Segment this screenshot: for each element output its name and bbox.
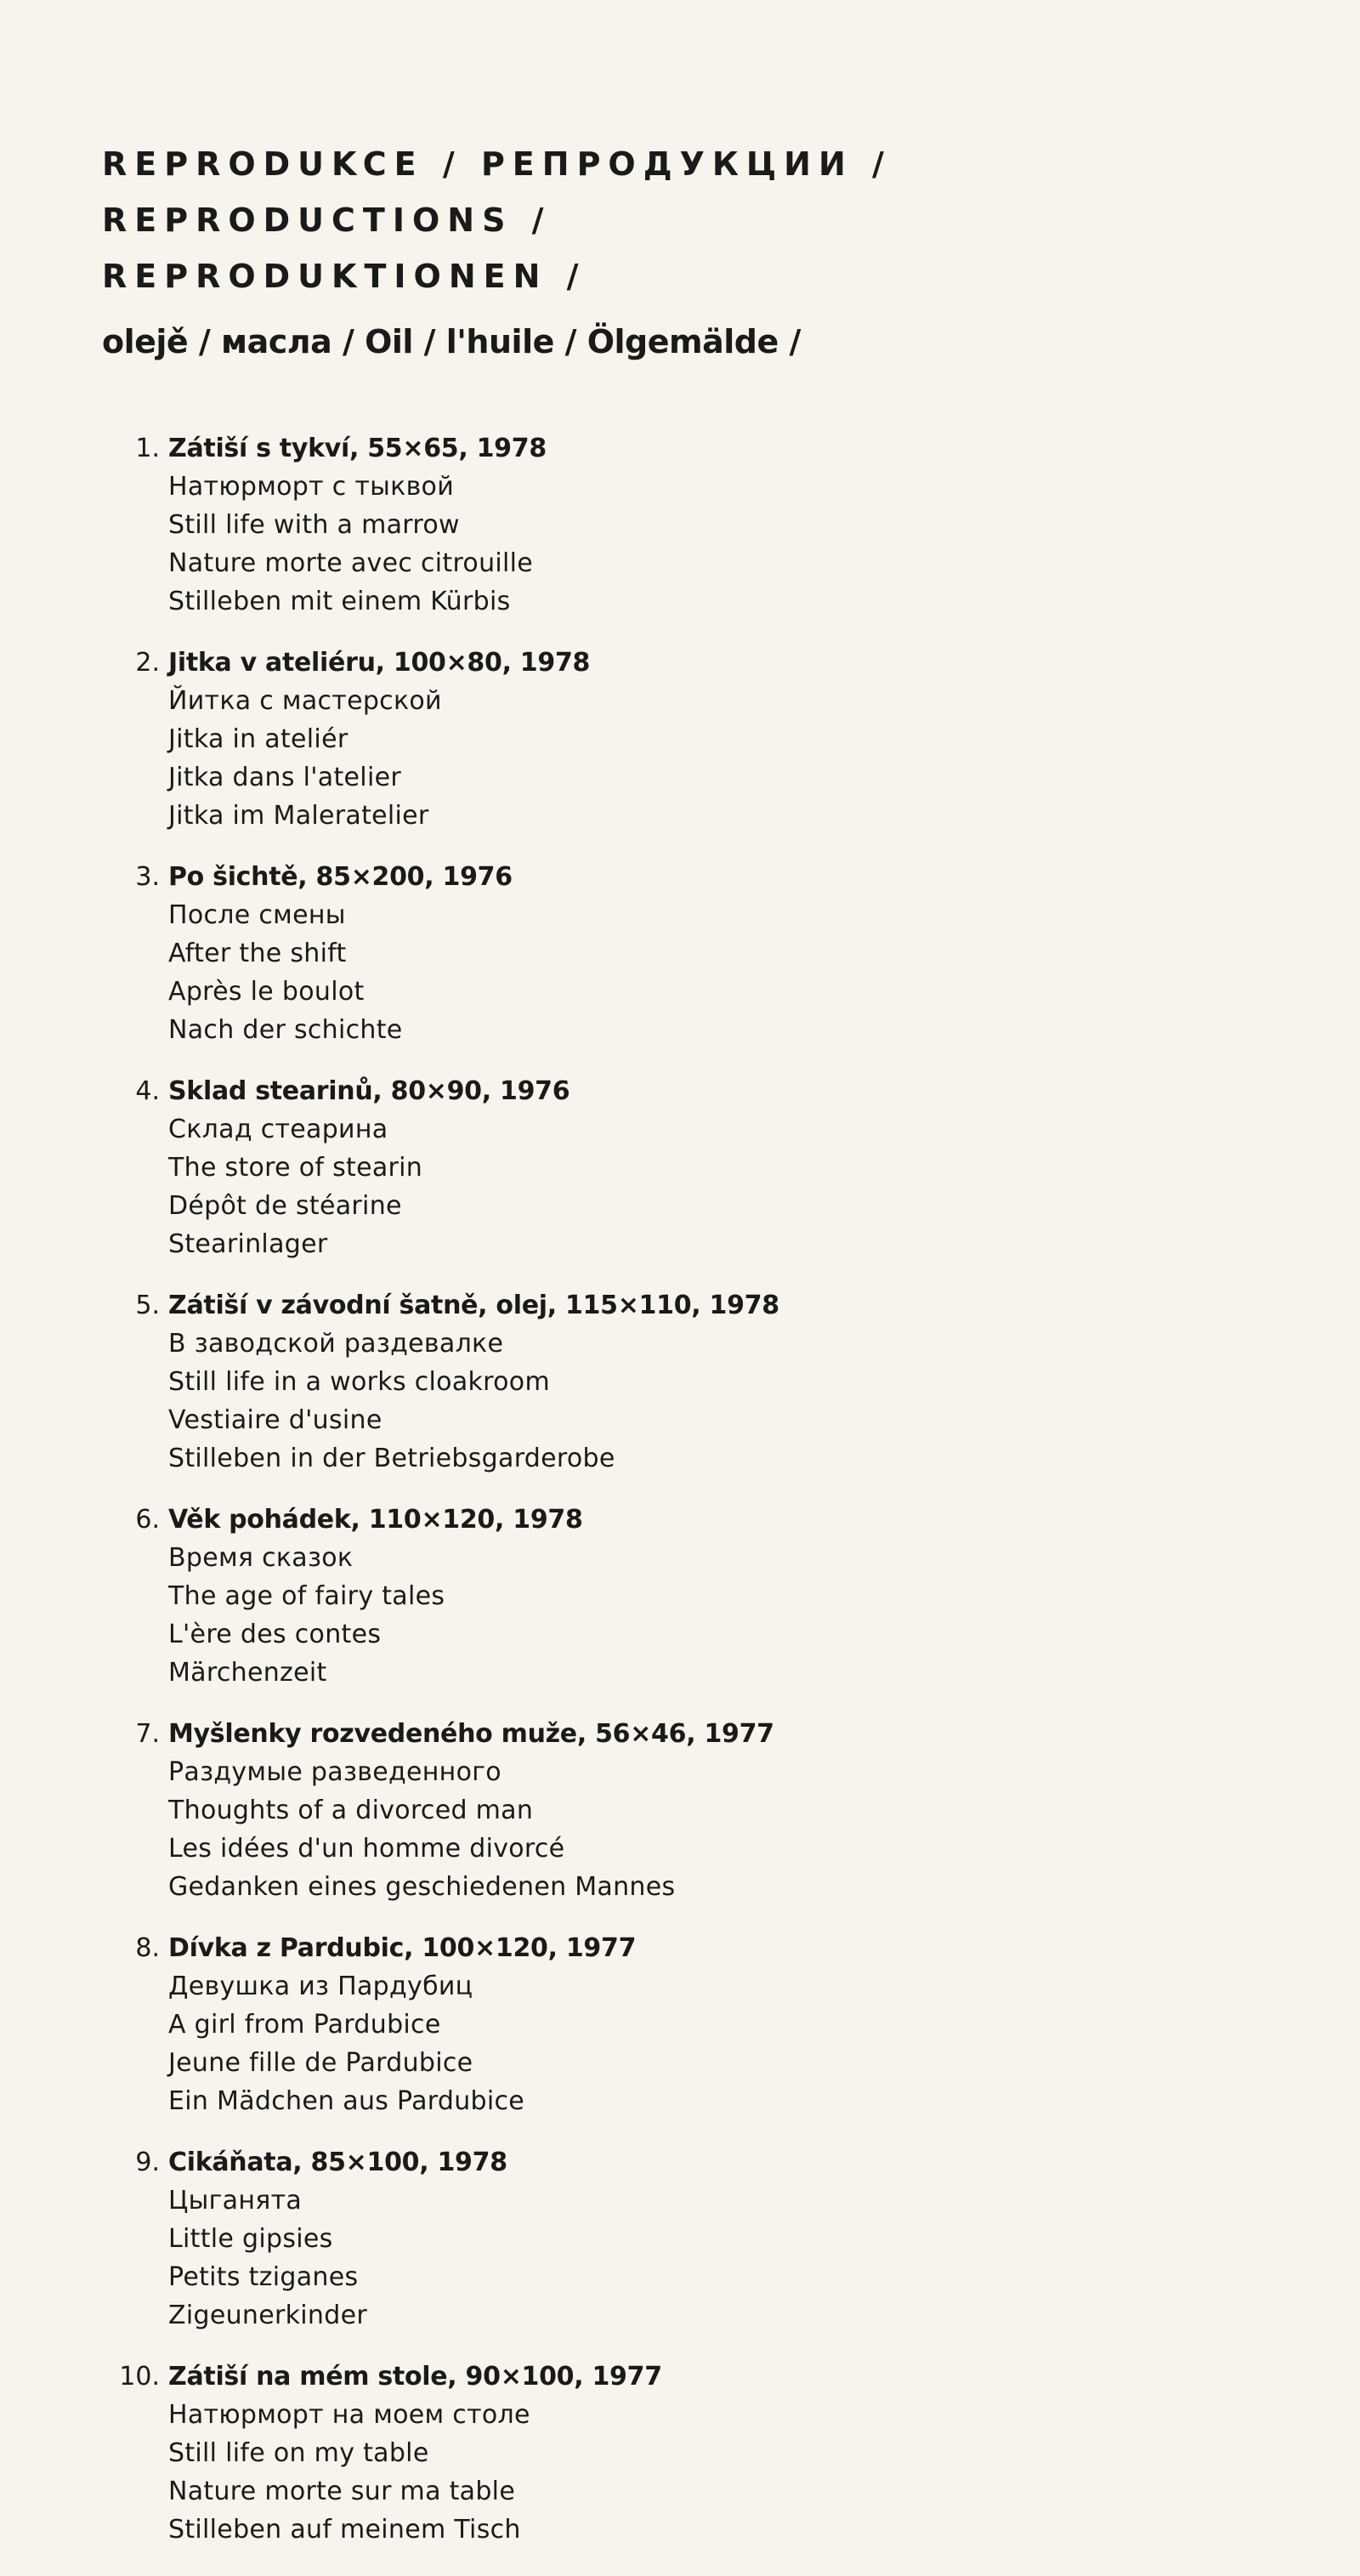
item-translation: Little gipsies (168, 2224, 333, 2254)
item-translation: Dépôt de stéarine (168, 1191, 402, 1221)
item-title: Zátiší na mém stole, 90×100, 1977 (168, 2362, 662, 2392)
item-title: Zátiší v závodní šatně, olej, 115×110, 1978 (168, 1291, 779, 1320)
item-translation: Склад стеарина (168, 1115, 388, 1144)
item-title: Po šichtě, 85×200, 1976 (168, 862, 513, 892)
medium-subheading: olejě / масла / Oil / l'huile / Ölgemälde / (102, 323, 801, 360)
item-translation: Jitka in ateliér (168, 724, 348, 754)
item-translation: After the shift (168, 939, 347, 968)
item-body (168, 1929, 636, 2120)
item-body (168, 1715, 774, 1906)
item-translation: Девушка из Пардубиц (168, 1972, 473, 2001)
item-number: 2. (135, 648, 160, 678)
item-number: 7. (135, 1719, 160, 1749)
item-title: Sklad stearinů, 80×90, 1976 (168, 1076, 570, 1106)
item-number: 3. (135, 862, 160, 892)
item-number: 8. (135, 1933, 160, 1963)
item-title: Zátiší s tykví, 55×65, 1978 (168, 434, 547, 463)
item-translation: Still life with a marrow (168, 510, 460, 540)
item-translation: Petits tziganes (168, 2262, 359, 2292)
item-translation: Après le boulot (168, 977, 365, 1007)
item-body (168, 2143, 507, 2335)
item-translation: Still life in a works cloakroom (168, 1367, 550, 1397)
item-translation: The store of stearin (168, 1153, 423, 1183)
item-body (168, 429, 547, 621)
item-translation: Раздумые разведенного (168, 1757, 502, 1787)
item-number: 1. (135, 434, 160, 463)
item-translation: Vestiaire d'usine (168, 1405, 382, 1435)
item-translation: A girl from Pardubice (168, 2010, 441, 2040)
item-number: 6. (135, 1505, 160, 1535)
section-heading (102, 136, 892, 304)
item-translation: В заводской раздевалке (168, 1329, 504, 1359)
item-translation: Märchenzeit (168, 1658, 327, 1688)
item-translation: L'ère des contes (168, 1620, 382, 1649)
item-translation: Thoughts of a divorced man (168, 1796, 534, 1825)
item-translation: Stilleben in der Betriebsgarderobe (168, 1444, 615, 1473)
item-title: Myšlenky rozvedeného muže, 56×46, 1977 (168, 1719, 774, 1749)
heading-line-german: REPRODUKTIONEN / (102, 258, 586, 295)
item-translation: Nach der schichte (168, 1015, 403, 1045)
item-translation: Jeune fille de Pardubice (168, 2048, 473, 2078)
item-translation: Stearinlager (168, 1229, 328, 1259)
heading-line-english: REPRODUCTIONS / (102, 201, 552, 239)
item-translation: Nature morte avec citrouille (168, 548, 534, 578)
item-number: 9. (135, 2148, 160, 2177)
item-body (168, 1072, 570, 1263)
item-translation: Jitka im Maleratelier (168, 801, 429, 831)
heading-line-czech-russian: REPRODUKCE / РЕПРОДУКЦИИ / (102, 145, 892, 183)
item-body (168, 1286, 779, 1478)
item-translation: Цыганята (168, 2186, 303, 2216)
item-title: Jitka v ateliéru, 100×80, 1978 (168, 648, 591, 678)
item-translation: Йитка с мастерской (168, 686, 442, 716)
item-translation: Gedanken eines geschiedenen Mannes (168, 1872, 676, 1902)
item-translation: Ein Mädchen aus Pardubice (168, 2086, 525, 2116)
item-number: 4. (135, 1076, 160, 1106)
item-body (168, 858, 513, 1049)
item-translation: Натюрморт с тыквой (168, 472, 455, 502)
item-title: Dívka z Pardubic, 100×120, 1977 (168, 1933, 637, 1963)
item-translation: Les idées d'un homme divorcé (168, 1834, 565, 1864)
item-translation: Stilleben auf meinem Tisch (168, 2515, 521, 2545)
item-translation: Stilleben mit einem Kürbis (168, 587, 511, 616)
item-title: Cikáňata, 85×100, 1978 (168, 2148, 507, 2177)
item-translation: Jitka dans l'atelier (168, 763, 401, 792)
item-translation: Nature morte sur ma table (168, 2477, 516, 2506)
item-translation: Still life on my table (168, 2438, 429, 2468)
item-translation: The age of fairy tales (168, 1581, 445, 1611)
item-number: 5. (135, 1291, 160, 1320)
item-translation: Время сказок (168, 1543, 354, 1573)
item-translation: После смены (168, 900, 346, 930)
item-translation: Zigeunerkinder (168, 2301, 367, 2330)
item-body (168, 1501, 583, 1692)
item-body (168, 2358, 662, 2549)
item-body (168, 644, 590, 835)
item-number: 10. (119, 2362, 160, 2392)
item-translation: Натюрморт на моем столе (168, 2400, 530, 2430)
item-title: Věk pohádek, 110×120, 1978 (168, 1505, 583, 1535)
